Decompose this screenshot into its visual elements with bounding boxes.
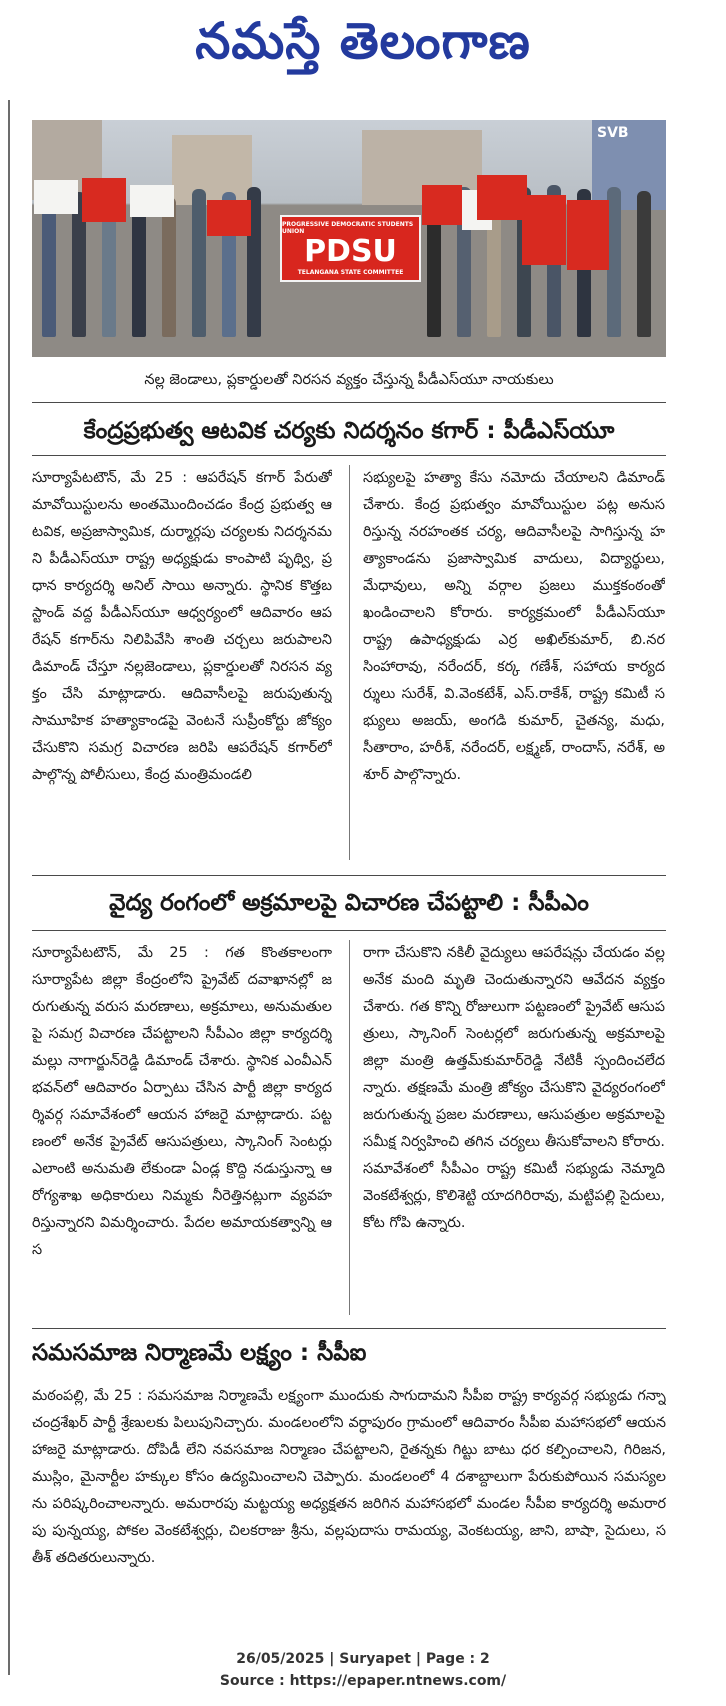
banner-footer: TELANGANA STATE COMMITTEE [297,269,404,276]
article2-column2: రాగా చేసుకొని నకిలీ వైద్యులు ఆపరేషన్లు చేయడం వల్ల అనేక మంది మృతి చెందుతున్నారని ఆవేదన వ్యక్తం చేశారు. గత కొన్ని రోజులుగా పట్టణంలో ప్రైవేట్ ఆసుపత్రులు, స్కానింగ్ సెంటర్లలో జరుగుతున్న అక్రమాలపై జిల్లా మంత్రి ఉత్తమ్‌కుమార్‌రెడ్డి నేటికీ స్పందించలేదన్నారు. తక్షణమే మంత్రి జోక్యం చేసుకొని వైద్యరంగంలో జరుగుతున్న ప్రజల మరణాలు, ఆసుపత్రుల అక్రమాలపై సమీక్ష నిర్వహించి తగిన చర్యలు తీసుకోవాలని కోరారు. సమావేశంలో సీపీఎం రాష్ట్ర కమిటీ సభ్యుడు నెమ్మాది వెంకటేశ్వర్లు, కొలిశెట్టి యాదగిరిరావు, మట్టిపల్లి సైదులు, కోట గోపి ఉన్నారు. [363,945,665,1231]
banner-subtitle: PROGRESSIVE DEMOCRATIC STUDENTS UNION [282,221,414,235]
divider [32,1328,666,1329]
article2-column1: సూర్యాపేటటౌన్, మే 25 : గత కొంతకాలంగా సూర్యాపేట జిల్లా కేంద్రంలోని ప్రైవేట్ దవాఖానల్లో జరుగుతున్న వరుస మరణాలు, అక్రమాలు, అనుమతులపై సమగ్ర విచారణ చేపట్టాలని సీపీఎం జిల్లా కార్యదర్శి మల్లు నాగార్జున్‌రెడ్డి డిమాండ్ చేశారు. స్థానిక ఎంవీఎన్ భవన్‌లో ఆదివారం ఏర్పాటు చేసిన పార్టీ జిల్లా కార్యదర్శివర్గ సమావేశంలో ఆయన హాజరై మాట్లాడారు. పట్టణంలో అనేక ప్రైవేట్ ఆసుపత్రులు, స్కానింగ్ సెంటర్లు ఎలాంటి అనుమతి లేకుండా ఏండ్ల కొద్ది నడుస్తున్నా ఆరోగ్యశాఖ అధికారులు నిమ్మకు నీరెత్తినట్లుగా వ్యవహరిస్తున్నారని విమర్శించారు. పేదల అమాయకత్వాన్ని ఆస [32,945,332,1258]
article3-body: మఠంపల్లి, మే 25 : సమసమాజ నిర్మాణమే లక్ష్యంగా ముందుకు సాగుదామని సీపీఐ రాష్ట్ర కార్యవర్గ సభ్యుడు గన్నా చంద్రశేఖర్ పార్టీ శ్రేణులకు పిలుపునిచ్చారు. మండలంలోని వర్ధాపురం గ్రామంలో ఆదివారం సీపీఐ మహాసభలో ఆయన హాజరై మాట్లాడారు. దోపిడీ లేని నవసమాజ నిర్మాణం చేపట్టాలని, రైతన్నకు గిట్టు బాటు ధర కల్పించాలని, గిరిజన, ముస్లిం, మైనార్టీల హక్కుల కోసం ఉద్యమించాలని చెప్పారు. మండలంలో 4 దశాబ్దాలుగా పేరుకుపోయిన సమస్యలను పరిష్కరించాలన్నారు. అమరారపు మట్టయ్య అధ్యక్షతన జరిగిన మహాసభలో మండల సీపీఐ కార్యదర్శి అమరారపు పున్నయ్య, పోకల వెంకటేశ్వర్లు, చిలకరాజు శ్రీను, వల్లపుదాసు రామయ్య, వెంకటయ్య, జాని, బాషా, సైదులు, సతీశ్ తదితరులున్నారు. [32,1388,666,1566]
divider [32,875,666,876]
newspaper-title: నమస్తే తెలంగాణ [195,12,531,70]
column-divider [349,940,350,1315]
article2-headline: వైద్య రంగంలో అక్రమాలపై విచారణ చేపట్టాలి : సీపీఎం [109,890,589,916]
footer-source: Source : https://epaper.ntnews.com/ [219,1673,507,1689]
shop-sign: SVB [597,125,629,141]
footer-date-edition: 26/05/2025 | Suryapet | Page : 2 [236,1651,490,1667]
banner-logo-text: PDSU [304,234,397,269]
article3-headline: సమసమాజ నిర్మాణమే లక్ష్యం : సీపీఐ [32,1340,367,1366]
masthead [0,0,726,95]
article1-column1: సూర్యాపేటటౌన్, మే 25 : ఆపరేషన్ కగార్ పేరుతో మావోయిస్టులను అంతమొందించడం కేంద్ర ప్రభుత్వ ఆటవిక, అప్రజాస్వామిక, దుర్మార్గపు చర్యలకు నిదర్శనమని పీడీఎస్‌యూ రాష్ట్ర అధ్యక్షుడు కాంపాటి పృథ్వి, ప్రధాన కార్యదర్శి అనిల్ సాయి అన్నారు. స్థానిక కొత్తబస్టాండ్ వద్ద పీడీఎస్‌యూ ఆధ్వర్యంలో ఆదివారం ఆపరేషన్ కగార్‌ను నిలిపివేసి శాంతి చర్చలు జరుపాలని డిమాండ్ చేస్తూ నల్లజెండాలు, ప్లకార్డులతో నిరసన వ్యక్తం చేసి మాట్లాడారు. ఆదివాసీలపై జరుపుతున్న సామూహిక హత్యాకాండపై వెంటనే సుప్రీంకోర్టు జోక్యం చేసుకొని సమగ్ర విచారణ జరిపి ఆపరేషన్ కగార్‌లో పాల్గొన్న పోలీసులు, కేంద్ర మంత్రిమండలి [32,470,332,783]
divider [32,930,666,931]
divider [32,455,666,456]
column-divider [349,465,350,860]
protest-photo [32,120,666,357]
photo-caption: నల్ల జెండాలు, ప్లకార్డులతో నిరసన వ్యక్తం చేస్తున్న పీడీఎస్‌యూ నాయకులు [144,372,554,388]
article1-headline: కేంద్రప్రభుత్వ ఆటవిక చర్యకు నిదర్శనం కగార్ : పీడీఎస్‌యూ [83,418,615,444]
divider [32,402,666,403]
pdsu-banner [280,215,421,282]
article1-column2: సభ్యులపై హత్యా కేసు నమోదు చేయాలని డిమాండ్ చేశారు. కేంద్ర ప్రభుత్వం మావోయిస్టుల పట్ల అనుసరిస్తున్న నరహంతక చర్య, ఆదివాసీలపై సాగిస్తున్న హత్యాకాండను ప్రజాస్వామిక వాదులు, విద్యార్థులు, మేధావులు, అన్ని వర్గాల ప్రజలు ముక్తకంఠంతో ఖండించాలని కోరారు. కార్యక్రమంలో పీడీఎస్‌యూ రాష్ట్ర ఉపాధ్యక్షుడు ఎర్ర అఖిల్‌కుమార్, బి.నరసింహారావు, నరేందర్, కర్క గణేశ్, సహాయ కార్యదర్శులు సురేశ్, వి.వెంకటేశ్, ఎస్.రాకేశ్, రాష్ట్ర కమిటీ సభ్యులు అజయ్, అంగడి కుమార్, చైతన్య, మధు, సీతారాం, హరీశ్, నరేందర్, లక్ష్మణ్, రాందాస్, నరేశ్, అశూర్ పాల్గొన్నారు. [363,470,665,783]
